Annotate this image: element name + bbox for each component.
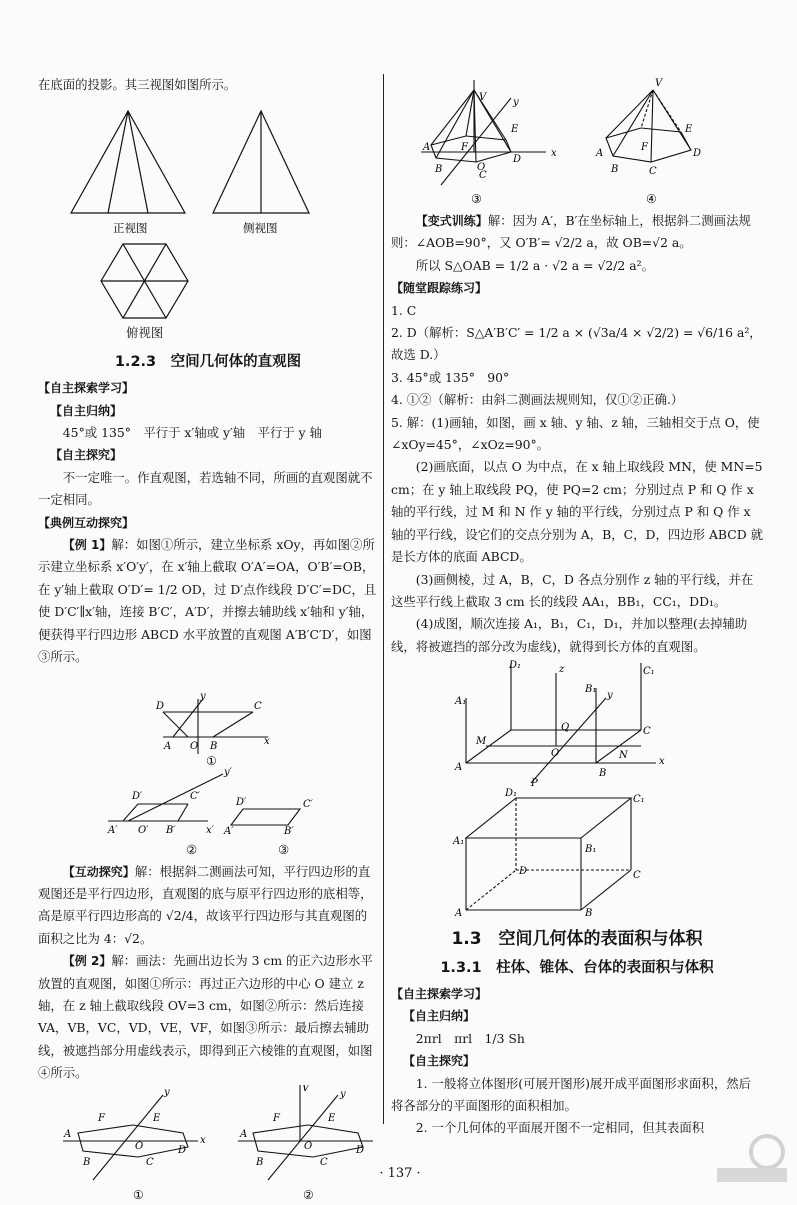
- svg-text:C₁: C₁: [633, 794, 645, 806]
- svg-text:A: A: [240, 1128, 248, 1140]
- front-view-triangle: [71, 111, 185, 213]
- svg-text:A₁: A₁: [453, 836, 465, 848]
- hex-figure-4-caption: ④: [646, 192, 657, 206]
- front-view-label: 正视图: [113, 221, 148, 236]
- tag-self-summary-2: 【自主归纳】: [403, 1009, 476, 1024]
- figure-3-caption: ③: [278, 841, 290, 857]
- left-column: [38, 74, 378, 1205]
- figure-2-caption: ②: [186, 841, 198, 857]
- svg-text:y: y: [513, 97, 519, 108]
- svg-text:F: F: [641, 142, 648, 153]
- svg-text:y′: y′: [224, 766, 232, 778]
- svg-text:D′: D′: [132, 790, 143, 802]
- answer-5-step-1: 5. 解：(1)画轴，如图，画 x 轴、y 轴、z 轴，三轴相交于点 O，使∠xOy=45°，∠xOz=90°。: [391, 414, 760, 453]
- section-1-2-3-title: 1.2.3 空间几何体的直观图: [114, 353, 302, 370]
- svg-text:B₁: B₁: [585, 684, 597, 696]
- hex-figure-2-caption: ②: [303, 1187, 314, 1202]
- svg-text:E: E: [511, 124, 519, 135]
- svg-text:F: F: [98, 1112, 105, 1124]
- svg-text:y: y: [607, 690, 613, 702]
- svg-text:P: P: [531, 778, 538, 789]
- svg-text:M: M: [476, 736, 487, 748]
- formula-summary: 2πrl πrl 1/3 Sh: [415, 1030, 525, 1046]
- svg-text:C₁: C₁: [643, 666, 655, 678]
- hexagon-pyramid-figures-3-4: [391, 70, 763, 210]
- svg-text:E: E: [328, 1112, 336, 1124]
- svg-text:A₁: A₁: [455, 696, 467, 708]
- svg-text:F: F: [273, 1112, 280, 1124]
- svg-text:x: x: [264, 735, 270, 747]
- svg-text:O′: O′: [138, 824, 149, 836]
- svg-text:B: B: [210, 740, 218, 752]
- svg-text:V: V: [655, 78, 663, 89]
- tag-self-summary: 【自主归纳】: [50, 403, 123, 418]
- svg-text:N: N: [619, 750, 628, 762]
- watermark-logo: [712, 1130, 792, 1190]
- intro-text: 在底面的投影。其三视图如图所示。: [38, 77, 237, 92]
- example-2-label: 【例 2】: [62, 954, 112, 969]
- svg-text:B′: B′: [166, 824, 176, 836]
- section-1-3-title: 1.3 空间几何体的表面积与体积: [451, 929, 703, 950]
- answer-5-step-3: (3)画侧棱，过 A，B，C，D 各点分别作 z 轴的平行线，并在这些平行线上截取 3 cm 长的线段 AA₁，BB₁，CC₁，DD₁。: [391, 571, 754, 609]
- svg-text:D: D: [693, 148, 702, 159]
- three-views-figure: [38, 96, 378, 326]
- svg-text:E: E: [153, 1112, 161, 1124]
- svg-text:O: O: [551, 748, 560, 760]
- svg-text:C: C: [649, 166, 657, 177]
- svg-text:B: B: [611, 164, 619, 175]
- svg-text:V: V: [479, 92, 487, 103]
- answer-5-step-2: (2)画底面，以点 O 为中点，在 x 轴上取线段 MN，使 MN=5 cm；在 y 轴上取线段 PQ，使 PQ=2 cm；分别过点 P 和 Q 作 x 轴的平行线，过 M 和 N 作 y 轴的平行线，分别过点 P 和 Q 作 x 轴的平行线，设它们的交点分别为 A，B，C，D，四边形 ABCD 就是长方体的底面 ABCD。: [391, 459, 763, 565]
- interactive-inquiry-text: 解：根据斜二测画法可知，平行四边形的直观图还是平行四边形，直观图的底与原平行四边形的底相等，高是原平行四边形高的 √2/4，故该平行四边形与其直观图的面积之比为 4：√2。: [38, 863, 373, 946]
- svg-text:A′: A′: [224, 825, 234, 837]
- svg-text:C: C: [254, 700, 262, 712]
- hex-figure-1-caption: ①: [133, 1187, 144, 1202]
- svg-text:B: B: [83, 1156, 91, 1168]
- svg-text:B′: B′: [284, 825, 294, 837]
- tag-self-inquiry: 【自主探究】: [50, 448, 123, 463]
- svg-text:D: D: [356, 1144, 365, 1156]
- svg-text:C: C: [320, 1156, 328, 1168]
- svg-text:x: x: [551, 148, 557, 159]
- svg-text:x: x: [659, 756, 665, 768]
- answer-2: 2. D（解析：S△A′B′C′ = 1/2 a × (√3a/4 × √2/2) = √6/16 a²，故选 D.）: [391, 325, 762, 363]
- svg-text:O: O: [190, 740, 199, 752]
- svg-text:C: C: [479, 170, 487, 181]
- svg-text:B: B: [256, 1156, 264, 1168]
- top-view-hexagon: [101, 244, 188, 318]
- example-1-label: 【例 1】: [62, 538, 112, 553]
- svg-text:B: B: [585, 908, 593, 919]
- svg-text:C: C: [643, 726, 651, 738]
- answer-5-step-4: (4)成图，顺次连接 A₁，B₁，C₁，D₁，并加以整理(去掉辅助线，将被遮挡的部分改为虚线)，就得到长方体的直观图。: [391, 616, 748, 654]
- figure-1-caption: ①: [206, 753, 217, 768]
- section-1-3-1-title: 1.3.1 柱体、锥体、台体的表面积与体积: [440, 959, 714, 976]
- cuboid-final-figure: [391, 788, 763, 918]
- tag-follow-up-practice: 【随堂跟踪练习】: [391, 281, 488, 296]
- svg-text:x: x: [200, 1134, 206, 1146]
- svg-text:z: z: [559, 664, 565, 676]
- variant-training-label: 【变式训练】: [415, 214, 488, 228]
- answer-4: 4. ①②（解析：由斜二测画法规则知，仅①②正确.）: [391, 392, 684, 408]
- svg-text:D: D: [156, 700, 165, 712]
- svg-text:C′: C′: [303, 798, 313, 810]
- svg-text:E: E: [685, 124, 693, 135]
- svg-text:A: A: [64, 1128, 72, 1140]
- example-2-text: 解：画法：先画出边长为 3 cm 的正六边形水平放置的直观图，如图①所示：再过正六边形的中心 O 建立 z 轴，在 z 轴上截取线段 OV=3 cm，如图②所示：然后连接 VA，VB，VC，VD，VE，VF，如图③所示：最后擦去辅助线，被遮挡部分用虚线表示，即得到正六棱锥的直观图，如图④所示。: [38, 953, 373, 1081]
- svg-text:D: D: [519, 866, 528, 878]
- svg-text:Q: Q: [561, 722, 570, 734]
- svg-text:O: O: [135, 1140, 144, 1152]
- svg-text:D: D: [178, 1144, 187, 1156]
- svg-text:y: y: [340, 1088, 346, 1100]
- column-divider: [383, 74, 384, 1124]
- cuboid-construction-figure: [391, 658, 763, 788]
- tag-self-explore-2: 【自主探索学习】: [391, 986, 488, 1001]
- svg-text:O: O: [477, 162, 486, 173]
- hex-figure-3-caption: ③: [471, 192, 482, 206]
- tag-typical-examples: 【典例互动探究】: [38, 515, 135, 530]
- svg-text:A: A: [596, 148, 604, 159]
- example-1-text: 解：如图①所示，建立坐标系 xOy，再如图②所示建立坐标系 x′O′y′，在 x′轴上截取 O′A′=OA，O′B′=OB，在 y′轴上截取 O′D′= 1/2 OD，过 D′点作线段 D′C′=DC，且使 D′C′∥x′轴，连接 B′C′，A′D′，并擦去辅助线 x′轴和 y′轴，便获得平行四边形 ABCD 水平放置的直观图 A′B′C′D′，如图③所示。: [38, 537, 377, 665]
- svg-text:y: y: [164, 1086, 170, 1098]
- svg-text:V: V: [302, 1084, 310, 1094]
- summary-text: 45°或 135° 平行于 x′轴或 y′轴 平行于 y 轴: [62, 425, 322, 441]
- tag-self-explore: 【自主探索学习】: [38, 381, 135, 396]
- svg-text:y: y: [200, 690, 206, 702]
- svg-text:F: F: [461, 142, 468, 153]
- svg-text:D₁: D₁: [505, 788, 518, 800]
- parallelogram-figures: [38, 669, 378, 839]
- side-view-triangle: [213, 111, 309, 213]
- answer-3: 3. 45°或 135° 90°: [391, 369, 510, 385]
- variant-training-text: 解：因为 A′，B′在坐标轴上，根据斜二测画法规则：∠AOB=90°，又 O′B′= √2/2 a，故 OB=√2 a。: [391, 213, 751, 251]
- area-conclusion: 所以 S△OAB = 1/2 a · √2 a = √2/2 a²。: [415, 257, 654, 273]
- side-view-label: 侧视图: [243, 221, 278, 236]
- svg-text:C: C: [146, 1156, 154, 1168]
- svg-text:x′: x′: [206, 824, 214, 836]
- svg-text:C: C: [633, 870, 641, 882]
- svg-text:A: A: [423, 142, 431, 153]
- svg-text:B: B: [599, 768, 607, 780]
- interactive-inquiry-label: 【互动探究】: [62, 864, 135, 879]
- answer-1: 1. C: [391, 302, 417, 318]
- svg-text:D′: D′: [236, 796, 247, 808]
- right-column: [391, 70, 763, 1140]
- svg-text:O: O: [304, 1140, 313, 1152]
- svg-text:D₁: D₁: [509, 660, 522, 672]
- top-view-label: 俯视图: [126, 325, 164, 341]
- inquiry-point-1: 1. 一般将立体图形(可展开图形)展开成平面图形求面积，然后将各部分的平面图形的面积相加。: [391, 1075, 751, 1113]
- svg-text:A′: A′: [108, 824, 118, 836]
- hexagon-pyramid-figures-1-2: [38, 1085, 378, 1205]
- page-number: · 137 ·: [379, 1166, 421, 1181]
- svg-text:C′: C′: [190, 790, 200, 802]
- svg-text:B₁: B₁: [585, 844, 597, 856]
- svg-text:A: A: [164, 740, 172, 752]
- svg-text:A: A: [455, 908, 463, 919]
- inquiry-point-2: 2. 一个几何体的平面展开图不一定相同，但其表面积: [415, 1120, 705, 1136]
- svg-text:B: B: [435, 164, 443, 175]
- inquiry-text: 不一定唯一。作直观图，若选轴不同，所画的直观图就不一定相同。: [38, 469, 373, 508]
- tag-self-inquiry-2: 【自主探究】: [403, 1054, 476, 1069]
- svg-text:D: D: [513, 154, 522, 165]
- svg-text:A: A: [455, 762, 463, 774]
